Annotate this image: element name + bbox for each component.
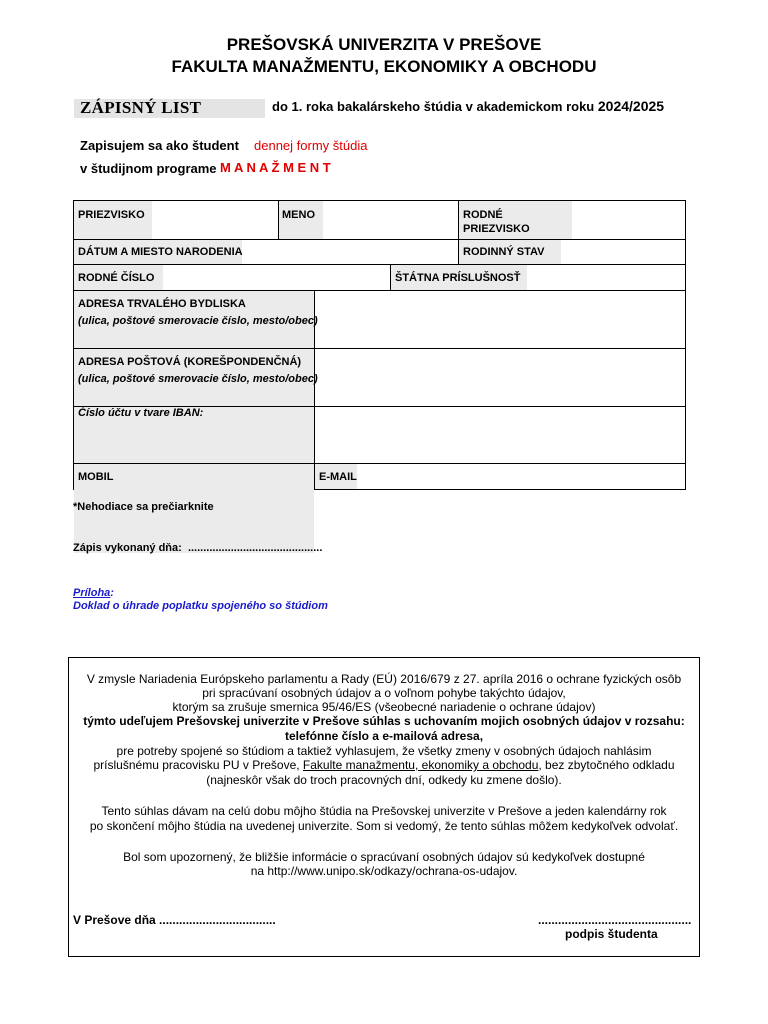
university-title: PREŠOVSKÁ UNIVERZITA V PREŠOVE (226, 35, 542, 54)
enrollment-title: ZÁPISNÝ LIST (80, 98, 202, 117)
attachment-text: Doklad o úhrade poplatku spojeného so štúdiom (73, 600, 328, 612)
birth-surname-field[interactable] (573, 201, 685, 239)
birth-surname-label-2: PRIEZVISKO (463, 223, 530, 235)
permanent-address-label: ADRESA TRVALÉHO BYDLISKA (78, 298, 246, 310)
citizenship-label: ŠTÁTNA PRÍSLUŠNOSŤ (395, 272, 521, 284)
gdpr-line-9: Tento súhlas dávam na celú dobu môjho štúdia na Prešovskej univerzite v Prešove a jeden kalendárny rok (101, 804, 667, 818)
iban-field[interactable] (315, 407, 685, 463)
citizenship-field[interactable] (528, 265, 685, 290)
faculty-title: FAKULTA MANAŽMENTU, EKONOMIKY A OBCHODU (171, 57, 597, 76)
address-label-bg (74, 291, 314, 553)
postal-address-field[interactable] (315, 349, 685, 406)
attachment-label: Príloha (73, 587, 111, 599)
gdpr-line-8: (najneskôr však do troch pracovných dní, odkedy ku zmene došlo). (206, 773, 562, 787)
birth-surname-label (463, 208, 530, 236)
name-field[interactable] (324, 201, 458, 239)
gdpr-line-1: V zmysle Nariadenia Európskeho parlamentu a Rady (EÚ) 2016/679 z 27. apríla 2016 o ochrane fyzických osôb (86, 672, 682, 686)
marital-status-label: RODINNÝ STAV (463, 246, 545, 258)
strike-note: *Nehodiace sa prečiarknite (73, 501, 214, 513)
permanent-address-field[interactable] (315, 291, 685, 348)
gdpr-faculty-link: Fakulte manažmentu, ekonomiky a obchodu (302, 758, 539, 772)
enrollment-subtitle (272, 98, 664, 114)
signature-label: podpis študenta (565, 927, 658, 941)
gdpr-line-10: po skončení môjho štúdia na uvedenej univerzite. Som si vedomý, že tento súhlas môžem kedykoľvek odvolať. (89, 819, 679, 833)
program-label: v študijnom programe (80, 161, 217, 176)
birth-date-field[interactable] (243, 240, 458, 264)
subtitle-text: do 1. roka bakalárskeho štúdia v akademickom roku (272, 99, 595, 114)
attachment-heading (73, 587, 114, 599)
permanent-address-hint: (ulica, poštové smerovacie číslo, mesto/obec) (78, 315, 318, 327)
birth-number-field[interactable] (164, 265, 390, 290)
email-field[interactable] (358, 464, 685, 489)
birth-number-label: RODNÉ ČÍSLO (78, 272, 155, 284)
birth-surname-label-1: RODNÉ (463, 209, 503, 221)
study-form: dennej formy štúdia (254, 138, 368, 153)
surname-field[interactable] (153, 201, 278, 239)
postal-address-hint: (ulica, poštové smerovacie číslo, mesto/obec) (78, 373, 318, 385)
email-label: E-MAIL (319, 471, 357, 483)
academic-year: 2024/2025 (597, 98, 665, 114)
iban-label: Číslo účtu v tvare IBAN: (78, 407, 204, 419)
gdpr-line-12: na http://www.unipo.sk/odkazy/ochrana-os-udajov. (250, 864, 518, 878)
birth-date-label: DÁTUM A MIESTO NARODENIA (78, 246, 243, 258)
gdpr-line-7c: , bez zbytočného odkladu (538, 758, 675, 772)
gdpr-consent-line: týmto udeľujem Prešovskej univerzite v Prešove súhlas s uchovaním mojich osobných údajov v rozsahu: (83, 714, 685, 728)
gdpr-consent-box (68, 657, 700, 957)
name-label: MENO (282, 209, 315, 221)
surname-label: PRIEZVISKO (78, 209, 145, 221)
gdpr-line-7 (69, 758, 699, 773)
gdpr-line-11: Bol som upozornený, že bližšie informácie o spracúvaní osobných údajov sú kedykoľvek dostupné (123, 850, 645, 864)
enrollment-date-line (73, 542, 322, 554)
study-program: M A N A Ž M E N T (220, 160, 331, 175)
enrollment-date-dots: ............................................ (187, 542, 323, 554)
mobile-field[interactable] (117, 464, 314, 489)
personal-data-form (73, 200, 686, 490)
gdpr-line-6: pre potreby spojené so štúdiom a taktiež vyhlasujem, že všetky zmeny v osobných údajoch nahlásim (116, 744, 652, 758)
gdpr-line-7a: príslušnému pracovisku PU v Prešove, (93, 758, 303, 772)
signature-dots: .............................................. (538, 913, 692, 927)
marital-status-field[interactable] (562, 240, 685, 264)
gdpr-line-2: pri spracúvaní osobných údajov a o voľnom pohybe takýchto údajov, (202, 686, 566, 700)
gdpr-line-3: ktorým sa zrušuje smernica 95/46/ES (všeobecné nariadenie o ochrane údajov) (172, 700, 596, 714)
postal-address-label: ADRESA POŠTOVÁ (KOREŠPONDENČNÁ) (78, 356, 302, 368)
mobile-label: MOBIL (78, 471, 114, 483)
enrollment-date-label: Zápis vykonaný dňa: (73, 542, 182, 554)
attachment-colon: : (110, 587, 114, 599)
student-label: Zapisujem sa ako študent (80, 138, 239, 153)
place-date-line: V Prešove dňa ................................... (73, 913, 276, 927)
gdpr-scope-line: telefónne číslo a e-mailová adresa, (284, 729, 484, 743)
